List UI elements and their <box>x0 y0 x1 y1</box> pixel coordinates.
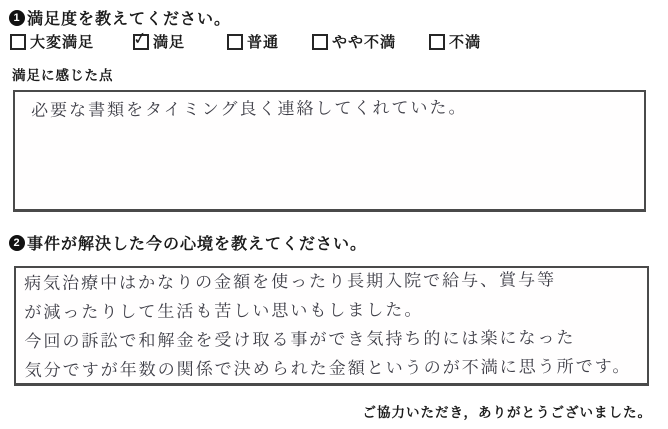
question1-number-badge: 1 <box>9 10 25 26</box>
answer-box-question2 <box>14 266 649 386</box>
option-satisfied[interactable] <box>133 31 185 52</box>
checkbox-satisfied[interactable] <box>133 34 149 50</box>
question2-number-badge: 2 <box>9 235 25 251</box>
checkbox-somewhat-dissatisfied[interactable] <box>312 34 328 50</box>
option-label: 満足 <box>153 35 186 51</box>
option-label: やや不満 <box>332 35 397 51</box>
option-very-satisfied[interactable] <box>10 31 94 52</box>
answer-box-question1 <box>13 90 646 212</box>
checkbox-very-satisfied[interactable] <box>10 34 26 50</box>
question2-heading <box>9 231 367 254</box>
satisfaction-points-label: 満足に感じた点 <box>12 68 114 83</box>
option-label: 普通 <box>247 35 280 51</box>
handwritten-answer-q2-line1: 病気治療中はかなりの金額を使ったり長期入院で給与、賞与等 <box>24 270 557 294</box>
option-label: 大変満足 <box>30 35 95 51</box>
option-somewhat-dissatisfied[interactable] <box>312 31 396 52</box>
handwritten-answer-q2-line3: 今回の訴訟で和解金を受け取る事ができ気持ち的には楽になった <box>24 328 576 352</box>
handwritten-answer-q2-line2: が減ったりして生活も苦しい思いもしました。 <box>24 300 424 323</box>
option-label: 不満 <box>449 35 482 51</box>
thanks-note: ご協力いただき，ありがとうございました。 <box>362 405 652 420</box>
handwritten-answer-q1: 必要な書類をタイミング良く連絡してくれていた。 <box>31 97 468 121</box>
question1-title: 満足度を教えてください。 <box>27 11 232 28</box>
option-dissatisfied[interactable] <box>429 31 481 52</box>
checkbox-dissatisfied[interactable] <box>429 34 445 50</box>
question1-heading <box>9 6 231 29</box>
question2-title: 事件が解決した今の心境を教えてください。 <box>27 236 368 253</box>
checkbox-neutral[interactable] <box>227 34 243 50</box>
handwritten-answer-q2-line4: 気分ですが年数の関係で決められた金額というのが不満に思う所です。 <box>24 356 632 381</box>
option-neutral[interactable] <box>227 31 279 52</box>
